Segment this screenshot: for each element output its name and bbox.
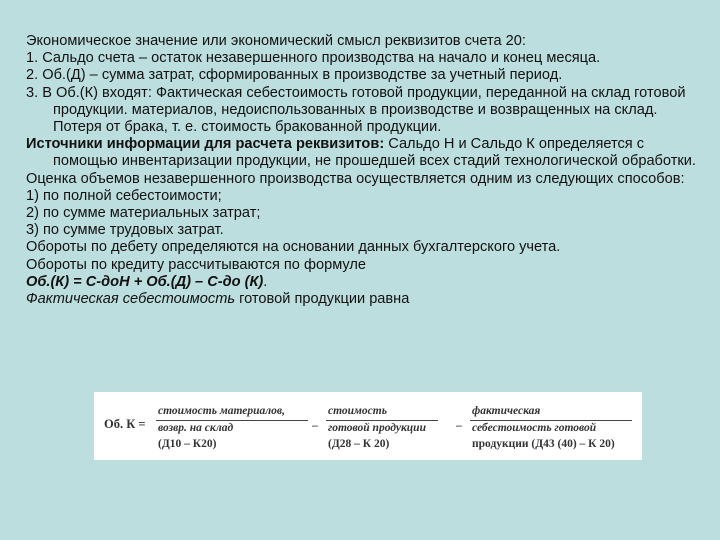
- text-line: 3. В Об.(К) входят: Фактическая себестоимость готовой продукции, переданной на склад готовой продукции. материалов, недоиспользованных в производстве и возвращенных на склад. Потеря от брака, т. е. стоимость бракованной продукции.: [26, 84, 686, 136]
- formula-minus: –: [312, 420, 318, 432]
- formula-term3-mid: себестоимость готовой: [472, 422, 597, 434]
- formula-term2-bot: (Д28 – К 20): [328, 438, 390, 450]
- text-line: 1) по полной себестоимости;: [26, 187, 222, 204]
- formula-term1-top: стоимость материалов,: [158, 405, 285, 417]
- formula-minus: –: [456, 420, 462, 432]
- italic-term: Фактическая себестоимость: [26, 291, 236, 308]
- formula-underline: [156, 420, 308, 421]
- text-line: Обороты по кредиту рассчитываются по формуле: [26, 256, 367, 273]
- formula-line: [26, 274, 698, 291]
- formula-term2-top: стоимость: [328, 405, 387, 417]
- text-line: 2) по сумме материальных затрат;: [26, 205, 261, 222]
- text-line: Обороты по дебету определяются на основании данных бухгалтерского учета.: [26, 239, 561, 256]
- text-span: готовой продукции равна: [235, 291, 410, 308]
- formula-term2-mid: готовой продукции: [328, 422, 426, 434]
- formula-term1-bot: (Д10 – К20): [158, 438, 217, 450]
- formula-lhs: Об. К =: [104, 417, 146, 431]
- formula-underline: [326, 420, 438, 421]
- text-line: Оценка объемов незавершенного производства осуществляется одним из следующих способов:: [26, 170, 685, 187]
- text-span: Сальдо Н и Сальдо К определяется с помощью инвентаризации продукции, не прошедшей всех стадий технологической обработки.: [53, 136, 696, 170]
- text-line: [26, 291, 698, 308]
- text-line: Экономическое значение или экономический смысл реквизитов счета 20:: [26, 33, 526, 49]
- formula-text: Об.(К) = С-доН + Об.(Д) – С-до (К): [26, 273, 264, 290]
- text-line: 2. Об.(Д) – сумма затрат, сформированных в производстве за учетный период.: [26, 67, 563, 84]
- formula-period: .: [263, 273, 268, 290]
- formula-underline: [470, 420, 632, 421]
- formula-image: [94, 392, 642, 460]
- text-line: 3) по сумме трудовых затрат.: [26, 222, 224, 239]
- text-line: 1. Сальдо счета – остаток незавершенного производства на начало и конец месяца.: [26, 50, 601, 67]
- slide-text: [26, 33, 698, 308]
- bold-label: Источники информации для расчета реквизитов:: [26, 136, 385, 153]
- text-paragraph: [26, 136, 698, 170]
- formula-term1-mid: возвр. на склад: [158, 422, 234, 434]
- formula-term3-bot: продукции (Д43 (40) – К 20): [472, 438, 615, 450]
- formula-term3-top: фактическая: [472, 405, 541, 417]
